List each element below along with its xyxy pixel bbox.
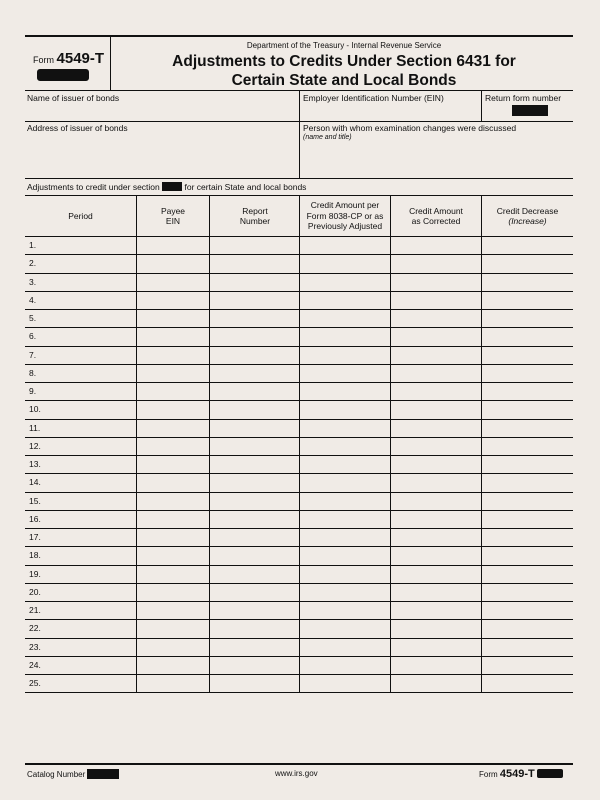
table-column-divider [390, 196, 391, 692]
header-divider [110, 37, 111, 90]
form-title [115, 52, 573, 90]
footer-form-number: 4549-T [499, 768, 535, 780]
row-number: 16. [29, 513, 41, 524]
person-discussed-hint: (name and title) [303, 134, 352, 141]
row-number: 2. [29, 258, 37, 269]
row-rule [25, 455, 573, 456]
title-line-1: Adjustments to Credits Under Section 6431 for [172, 53, 516, 70]
col-header-credit-previous: Credit Amount per Form 8038-CP or as Previously Adjusted [306, 200, 384, 232]
col-header-credit-corrected: Credit Amount as Corrected [409, 205, 463, 226]
redacted-section [162, 182, 182, 191]
row-number: 21. [29, 605, 41, 615]
row-rule [25, 565, 573, 566]
row-number: 6. [29, 331, 37, 342]
website: www.irs.gov [275, 769, 318, 778]
department-name: Department of the Treasury - Internal Revenue Service [246, 41, 442, 50]
table-column-divider [299, 196, 300, 692]
row-rule [25, 583, 573, 584]
row-rule [25, 656, 573, 657]
row-number: 24. [29, 659, 41, 670]
redacted-catalog-number [87, 769, 119, 779]
address-person-divider [299, 122, 300, 178]
row-number: 25. [29, 678, 41, 688]
row-number: 18. [29, 550, 41, 561]
row-number: 17. [29, 532, 41, 542]
row-rule [25, 638, 573, 639]
person-discussed-label: Person with whom examination changes were discussed [303, 123, 517, 133]
row-number: 15. [29, 495, 41, 506]
section-prefix: Adjustments to credit under section [27, 182, 160, 192]
row-rule [25, 510, 573, 511]
footer-rule [25, 763, 573, 765]
row-number: 13. [29, 459, 41, 469]
row-number: 22. [29, 623, 41, 634]
col-header-period: Period [68, 210, 93, 221]
row-rule [25, 327, 573, 328]
redacted-revision [37, 69, 89, 81]
issuer-address-label: Address of issuer of bonds [27, 123, 128, 133]
row-rule [25, 254, 573, 255]
row-number: 23. [29, 641, 41, 652]
row-number: 4. [29, 294, 37, 305]
row-number: 19. [29, 568, 41, 579]
row-number: 3. [29, 276, 37, 287]
row-rule [25, 674, 573, 675]
row-number: 5. [29, 313, 37, 323]
row-rule [25, 291, 573, 292]
row-number: 8. [29, 367, 37, 378]
footer-form-prefix: Form [479, 770, 498, 779]
address-row-rule [25, 178, 573, 179]
table-column-divider [209, 196, 210, 692]
section-suffix: for certain State and local bonds [184, 182, 307, 192]
form-prefix: Form [33, 55, 54, 65]
title-line-2: Certain State and Local Bonds [231, 72, 457, 89]
issuer-name-label: Name of issuer of bonds [27, 93, 120, 103]
table-column-divider [136, 196, 137, 692]
row-number: 20. [29, 586, 41, 597]
row-number: 7. [29, 349, 37, 360]
row-rule [25, 382, 573, 383]
row-rule [25, 601, 573, 602]
row-number: 11. [29, 422, 41, 433]
catalog-number [27, 769, 119, 779]
row-number: 1. [29, 240, 37, 250]
row-rule [25, 619, 573, 620]
row-number: 10. [29, 404, 41, 415]
footer-form-id [479, 768, 563, 780]
form-id [33, 50, 104, 67]
row-rule [25, 400, 573, 401]
row-rule [25, 546, 573, 547]
col-header-payee-ein: Payee EIN [160, 205, 186, 226]
row-rule [25, 473, 573, 474]
issuer-ein-divider [299, 91, 300, 121]
ein-return-divider [481, 91, 482, 121]
row-rule [25, 437, 573, 438]
row-number: 9. [29, 386, 37, 396]
form-number: 4549-T [56, 50, 105, 67]
row-rule [25, 309, 573, 310]
row-rule [25, 492, 573, 493]
row-rule [25, 528, 573, 529]
catalog-label: Catalog Number [27, 770, 86, 779]
section-line [27, 182, 306, 192]
redacted-return-form [512, 105, 548, 116]
return-form-number-label: Return form number [485, 93, 562, 103]
redacted-footer-revision [537, 769, 563, 778]
top-rule [25, 35, 573, 37]
col-header-report-number: Report Number [239, 205, 271, 226]
table-column-divider [481, 196, 482, 692]
col-header-credit-decrease: Credit Decrease (Increase) [496, 205, 559, 226]
row-rule [25, 419, 573, 420]
row-number: 14. [29, 477, 41, 488]
row-rule [25, 346, 573, 347]
ein-label: Employer Identification Number (EIN) [303, 93, 444, 103]
row-rule [25, 364, 573, 365]
row-rule [25, 692, 573, 693]
row-rule [25, 273, 573, 274]
row-number: 12. [29, 440, 41, 451]
